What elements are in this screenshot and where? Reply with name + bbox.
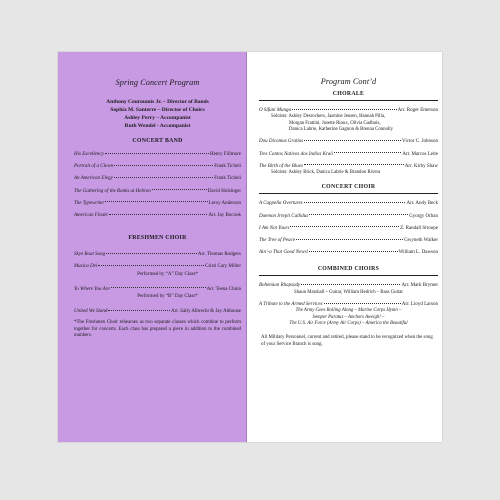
chorale-list <box>259 105 438 176</box>
piece-credit: David Holsinger <box>207 188 241 194</box>
piece-credit: Cristi Cary Miller <box>205 264 241 270</box>
piece-title: To Where You Are <box>74 286 110 292</box>
piece-title: I Am Not Yours <box>259 225 290 231</box>
piece-credit: Gyorgy Orban <box>409 213 438 219</box>
program-item <box>74 284 241 293</box>
concert-choir-list <box>259 198 438 256</box>
piece-title: His Excellency <box>74 152 104 157</box>
piece-credit: Z. Randall Stroope <box>400 225 438 231</box>
piece-credit: Henry Fillmore <box>210 152 241 157</box>
piece-credit: Arr. Teena Chinn <box>206 286 241 292</box>
freshmen-footnote: *The Freshmen Choir rehearses as two separate classes which combine to perform together for concerts. Each class has prepared a piece in addition to the combined numbers. <box>74 320 241 339</box>
program-item <box>74 210 241 219</box>
performers-line: Shaun Marshall – Guitar, William Hedrich – Bass Guitar <box>294 289 403 295</box>
section-heading-freshmen-choir: FRESHMEN CHOIR <box>128 235 187 242</box>
program-item <box>74 198 241 207</box>
section-heading-concert-band: CONCERT BAND <box>132 138 183 144</box>
piece-credit: Arr. Andy Beck <box>406 201 438 207</box>
program-item <box>259 247 438 256</box>
piece-credit: Leroy Anderson <box>208 200 241 206</box>
soloists-line: Soloists: Ashley Desrochers, Jasmine Jensen, Hannah Pilla, <box>271 114 386 120</box>
program-item <box>259 105 438 114</box>
piece-title: Musica Dei <box>74 264 98 270</box>
director-line: Sophia M. Santerre – Director of Choirs <box>110 107 205 113</box>
soloists-line: Morgan Frattini, Josette Rioux, Olivia Gadbois, <box>289 120 381 126</box>
piece-title: Tres Cantos Nativos dos Indios Kraô <box>259 151 333 157</box>
program-item <box>259 136 438 145</box>
section-divider <box>259 275 438 276</box>
program-item <box>259 149 438 158</box>
section-heading-chorale: CHORALE <box>332 91 365 97</box>
piece-title: The Birth of the Blues <box>259 163 303 169</box>
medley-line: The Army Goes Rolling Along – Marine Corps Hymn – <box>295 308 402 314</box>
performance-note: Performed by “A” Day Class* <box>137 271 198 277</box>
piece-title: The Typewriter <box>74 200 105 206</box>
piece-credit: Arr. Marcos Leite <box>402 151 438 157</box>
medley-line: Semper Paratus – Anchors Aweigh! – <box>312 314 385 320</box>
piece-credit: Gwyneth Walker <box>404 238 438 244</box>
piece-title: Skye Boat Song <box>74 252 106 258</box>
piece-title: The Gathering of the Ranks at Hebron <box>74 188 151 194</box>
program-item <box>259 235 438 244</box>
program-item <box>74 149 241 158</box>
program-item <box>74 306 241 315</box>
soloists-line: Soloists: Ashley Brick, Danica Labrie & Brandon Rivera <box>271 170 381 176</box>
piece-credit: Frank Ticheli <box>214 164 241 170</box>
piece-credit: Arr. Jay Bocook <box>208 213 241 219</box>
performance-note: Performed by “B” Day Class* <box>137 294 198 300</box>
piece-title: The Tree of Peace <box>259 238 296 244</box>
freshmen-choir-list <box>74 249 241 315</box>
piece-title: Dou Dicamus Gratias <box>259 139 304 145</box>
piece-credit: Arr. Kirby Shaw <box>404 163 438 169</box>
section-divider <box>259 100 438 101</box>
program-item <box>74 173 241 182</box>
piece-title: Daemon Irrepit Callidus <box>259 213 309 219</box>
program-item <box>74 161 241 170</box>
program-item <box>259 161 438 170</box>
piece-title: American Finale <box>74 213 108 219</box>
military-recognition-note: All Military Personnel, current and retired, please stand to be recognized when the song of your Service Branch is sung. <box>261 335 433 348</box>
piece-credit: Arr. Roger Emerson <box>397 108 438 113</box>
piece-title: An American Elegy <box>74 176 113 182</box>
program-item <box>259 280 438 289</box>
piece-title: Bohemian Rhapsody <box>259 283 301 289</box>
piece-credit: Arr. Mark Brymer <box>401 283 438 289</box>
program-item <box>74 186 241 195</box>
piece-credit: Arr. Sally Albrecht & Jay Althouse <box>171 309 241 315</box>
section-heading-concert-choir: CONCERT CHOIR <box>321 184 376 191</box>
piece-title: A Cappella Overtures <box>259 201 303 207</box>
piece-credit: Arr. Lloyd Larson <box>401 302 438 308</box>
combined-choirs-list <box>259 280 438 327</box>
soloists-line: Danica Labrie, Katherine Gagnon & Brenna Connolly <box>289 127 394 133</box>
program-page-left <box>58 52 247 442</box>
directors-block <box>74 98 241 130</box>
program-item <box>74 249 241 258</box>
piece-title: Portrait of a Clown <box>74 164 114 170</box>
program-spread <box>58 52 442 442</box>
piece-title: O Sifuni Mungu <box>259 108 291 113</box>
program-item <box>259 211 438 220</box>
program-item <box>259 198 438 207</box>
piece-credit: William L. Dawson <box>398 250 438 256</box>
program-item <box>259 223 438 232</box>
concert-band-list <box>74 149 241 219</box>
program-item <box>74 261 241 270</box>
section-heading-combined-choirs: COMBINED CHOIRS <box>317 266 380 273</box>
director-line: Ashley Perry – Accompanist <box>124 115 191 121</box>
piece-title: Ain’-a That Good News! <box>259 250 309 256</box>
section-divider <box>259 193 438 194</box>
program-item <box>259 299 438 308</box>
director-line: Anthony Couroumis Jr. – Director of Bands <box>106 99 209 105</box>
piece-credit: Frank Ticheli <box>214 176 241 182</box>
medley-line: The U.S. Air Force (Army Air Corps) – America the Beautiful <box>289 321 408 327</box>
piece-title: A Tribute to the Armed Services <box>259 302 323 308</box>
piece-title: United We Stand <box>74 309 108 315</box>
piece-credit: Victor C. Johnson <box>402 139 438 145</box>
program-page-right <box>247 52 442 442</box>
piece-credit: Arr. Thomas Rodgers <box>197 252 241 258</box>
program-continued-title: Program Cont’d <box>320 77 377 86</box>
program-title: Spring Concert Program <box>115 78 200 87</box>
director-line: Ruth Wendel - Accompanist <box>124 123 191 129</box>
